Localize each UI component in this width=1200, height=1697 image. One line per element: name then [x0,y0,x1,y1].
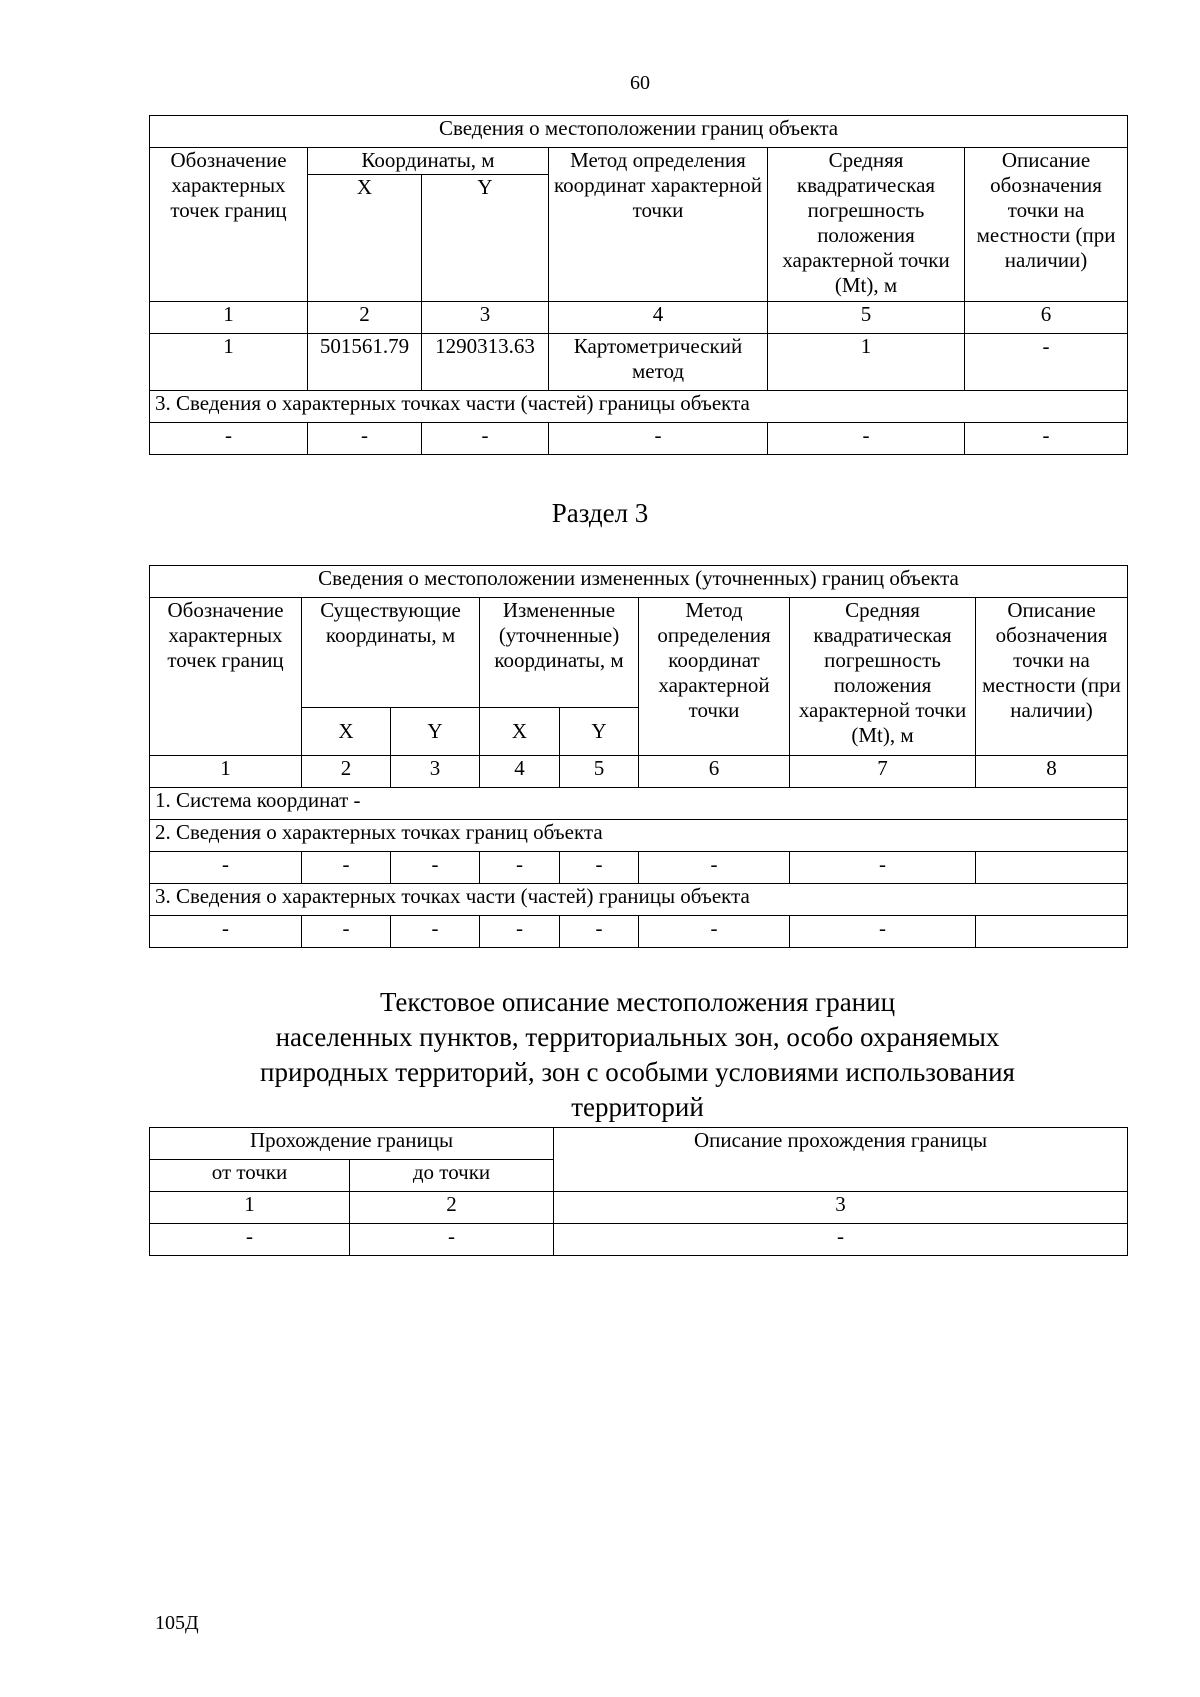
header-y: Y [391,708,480,756]
cell-empty: - [308,423,422,455]
column-number: 3 [391,756,480,788]
column-number: 1 [150,756,302,788]
header-error: Средняя квадратическая погрешность положения характерной точки (Mt), м [790,598,976,756]
column-number-row [150,756,1128,788]
column-number: 5 [560,756,639,788]
table-row [150,1224,1128,1256]
cell-empty: - [391,916,480,948]
table-row [150,334,1128,391]
header-y: Y [422,175,549,302]
header-x: X [302,708,391,756]
cell-empty: - [560,852,639,884]
cell-point: 1 [150,334,308,391]
header-passage: Прохождение границы [150,1128,554,1160]
table-row [150,423,1128,455]
column-number: 4 [549,302,768,334]
column-number: 5 [768,302,965,334]
table-title: Сведения о местоположении границ объекта [150,116,1128,148]
cell-empty: - [350,1224,554,1256]
cell-description: - [965,334,1128,391]
header-designation: Обозначение характерных точек границ [150,148,308,302]
cell-empty: - [549,423,768,455]
section-heading: 2. Сведения о характерных точках границ объекта [150,820,1128,852]
header-error: Средняя квадратическая погрешность положения характерной точки (Mt), м [768,148,965,302]
header-changed-coordinates: Измененные (уточненные) координаты, м [480,598,639,708]
column-number: 4 [480,756,560,788]
section-title: Раздел 3 [551,498,649,528]
column-number: 1 [150,302,308,334]
header-x: X [308,175,422,302]
cell-empty: - [965,423,1128,455]
cell-empty: - [150,423,308,455]
table-title: Сведения о местоположении измененных (уточненных) границ объекта [150,566,1128,598]
cell-empty: - [150,1224,350,1256]
cell-method: Картометрический метод [549,334,768,391]
header-to-point: до точки [350,1160,554,1192]
cell-empty: - [302,852,391,884]
table-row [150,916,1128,948]
column-number: 3 [422,302,549,334]
section-heading: 3. Сведения о характерных точках части (частей) границы объекта [150,391,1128,423]
cell-empty: - [302,916,391,948]
column-number: 6 [639,756,790,788]
footer-code: 105Д [155,1612,199,1634]
cell-empty: - [480,852,560,884]
header-passage-description: Описание прохождения границы [554,1128,1128,1192]
section-heading: 3. Сведения о характерных точках части (частей) границы объекта [150,884,1128,916]
text-description-heading [0,985,1200,1125]
header-x: X [480,708,560,756]
cell-empty: - [422,423,549,455]
boundary-passage-table [149,1127,1128,1256]
header-coordinates: Координаты, м [308,148,549,175]
cell-empty: - [150,852,302,884]
header-description: Описание обозначения точки на местности (при наличии) [976,598,1128,756]
table-row [150,852,1128,884]
cell-empty: - [554,1224,1128,1256]
cell-empty [976,852,1128,884]
cell-empty: - [639,852,790,884]
column-number: 2 [302,756,391,788]
column-number: 8 [976,756,1128,788]
heading-line: населенных пунктов, территориальных зон, особо охраняемых [275,1022,1000,1052]
cell-empty: - [391,852,480,884]
column-number: 7 [790,756,976,788]
column-number: 2 [350,1192,554,1224]
cell-empty: - [560,916,639,948]
column-number-row [150,1192,1128,1224]
cell-empty: - [790,852,976,884]
cell-y: 1290313.63 [422,334,549,391]
column-number: 3 [554,1192,1128,1224]
cell-empty [976,916,1128,948]
header-designation: Обозначение характерных точек границ [150,598,302,756]
header-method: Метод определения координат характерной точки [549,148,768,302]
column-number-row [150,302,1128,334]
cell-empty: - [768,423,965,455]
header-description: Описание обозначения точки на местности (при наличии) [965,148,1128,302]
cell-empty: - [639,916,790,948]
header-y: Y [560,708,639,756]
heading-line: природных территорий, зон с особыми условиями использования [260,1057,1015,1087]
cell-x: 501561.79 [308,334,422,391]
cell-empty: - [150,916,302,948]
column-number: 6 [965,302,1128,334]
column-number: 2 [308,302,422,334]
boundary-location-table [149,115,1128,455]
cell-empty: - [480,916,560,948]
header-from-point: от точки [150,1160,350,1192]
header-method: Метод определения координат характерной точки [639,598,790,756]
heading-line: Текстовое описание местоположения границ [379,987,896,1017]
heading-line: территорий [571,1092,704,1122]
changed-boundary-table [149,565,1128,948]
cell-empty: - [790,916,976,948]
column-number: 1 [150,1192,350,1224]
header-existing-coordinates: Существующие координаты, м [302,598,480,708]
section-heading: 1. Система координат - [150,788,1128,820]
cell-error: 1 [768,334,965,391]
